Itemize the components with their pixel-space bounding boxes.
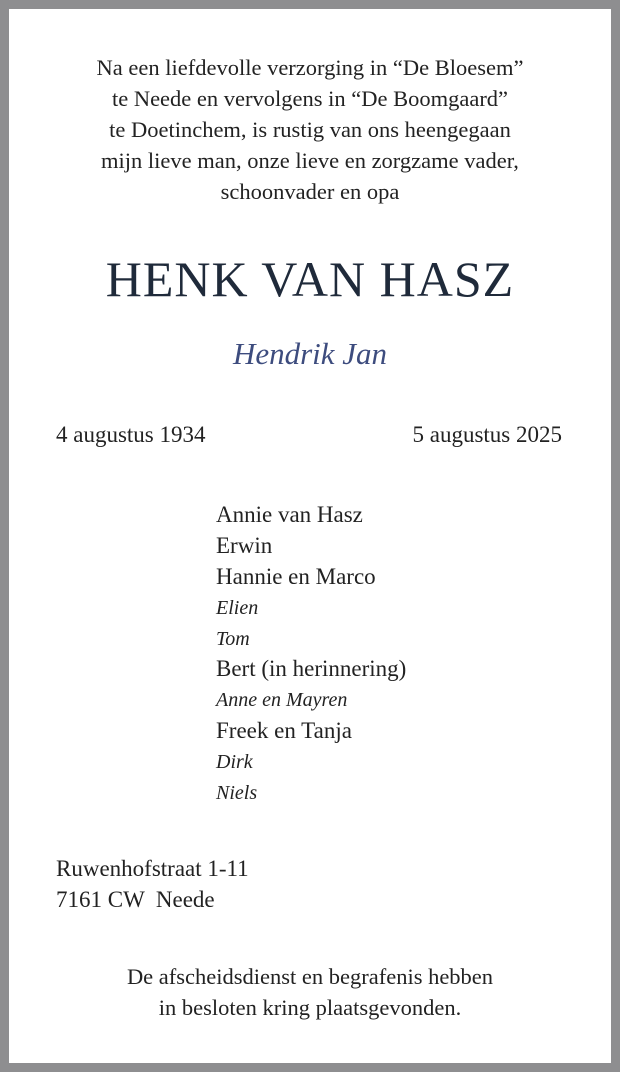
family-list (216, 500, 406, 809)
intro-line: te Neede en vervolgens in “De Boomgaard” (111, 86, 509, 111)
intro-line: mijn lieve man, onze lieve en zorgzame vader, (101, 148, 519, 173)
intro-text (0, 52, 620, 207)
deceased-given-names: Hendrik Jan (232, 336, 388, 371)
address-street: Ruwenhofstraat 1-11 (56, 856, 249, 881)
family-member-grandchild: Dirk (216, 751, 253, 774)
family-member: Freek en Tanja (216, 718, 352, 744)
family-member-grandchild: Niels (216, 782, 258, 805)
birth-date: 4 augustus 1934 (56, 422, 206, 447)
family-member: Hannie en Marco (216, 563, 376, 589)
deceased-name: HENK VAN HASZ (105, 251, 515, 307)
intro-line: schoonvader en opa (220, 179, 400, 204)
intro-line: Na een liefdevolle verzorging in “De Bloesem” (96, 55, 524, 80)
family-member: Bert (in herinnering) (216, 656, 407, 682)
intro-line: te Doetinchem, is rustig van ons heengegaan (109, 117, 511, 142)
closing-text (0, 961, 620, 1023)
address-block (56, 853, 249, 915)
family-member-grandchild: Elien (216, 596, 259, 619)
closing-line: in besloten kring plaatsgevonden. (158, 995, 462, 1020)
address-city: 7161 CW Neede (56, 887, 215, 912)
family-member-grandchild: Anne en Mayren (216, 689, 348, 712)
closing-line: De afscheidsdienst en begrafenis hebben (126, 964, 494, 989)
family-member: Annie van Hasz (216, 502, 363, 527)
death-date: 5 augustus 2025 (412, 422, 562, 447)
family-member: Erwin (216, 532, 273, 558)
family-member-grandchild: Tom (216, 627, 250, 650)
